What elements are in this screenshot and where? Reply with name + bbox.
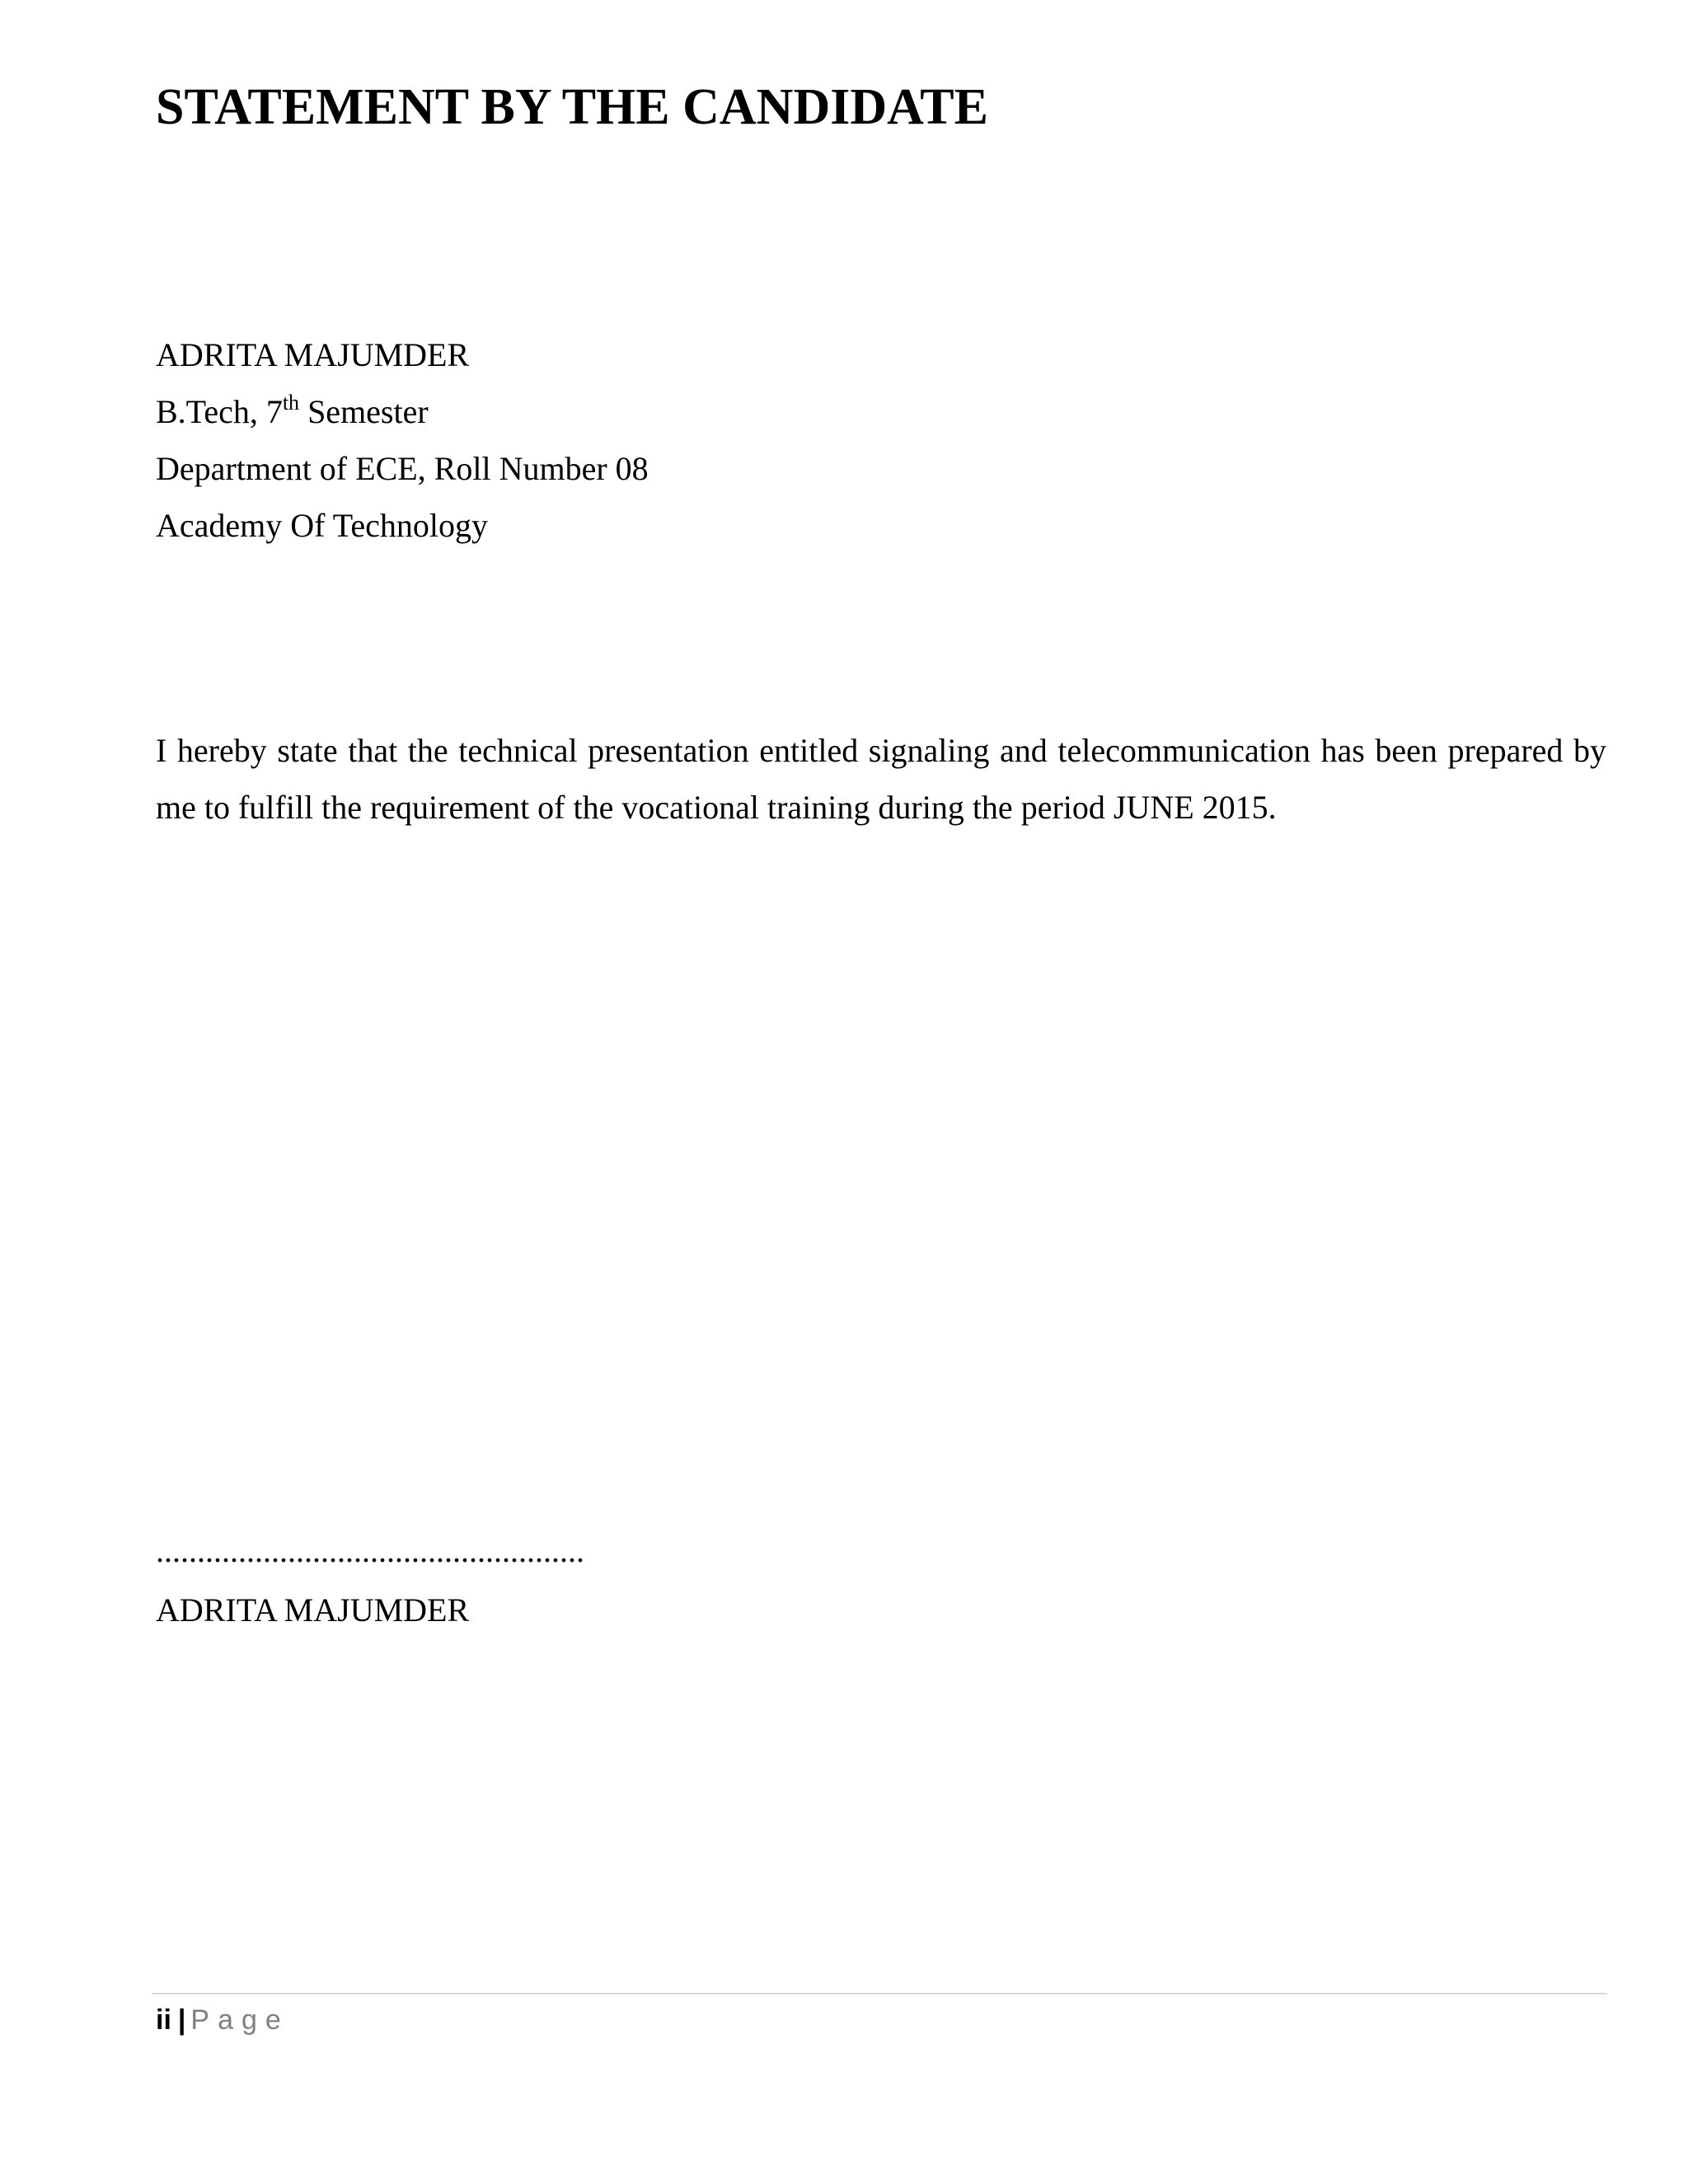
statement-paragraph: I hereby state that the technical presentation entitled signaling and telecommunication has been prepared by me to fulfill the requirement of the vocational training during the period JUNE 2015. [156, 732, 1606, 826]
footer-separator: | [177, 2004, 186, 2036]
footer-divider [152, 1993, 1607, 1994]
footer-page-label: Page [190, 2004, 289, 2036]
candidate-info [156, 326, 649, 554]
candidate-institution: Academy Of Technology [156, 507, 489, 544]
candidate-course [156, 383, 649, 440]
footer-page-number: ii [156, 2004, 171, 2036]
course-suffix: Semester [299, 393, 429, 430]
course-prefix: B.Tech, 7 [156, 393, 283, 430]
candidate-department: Department of ECE, Roll Number 08 [156, 450, 649, 487]
page-title: STATEMENT BY THE CANDIDATE [156, 79, 989, 135]
signature-name: ADRITA MAJUMDER [156, 1591, 470, 1629]
page-footer [156, 1999, 289, 2041]
signature-dotted-line: .................................................... [156, 1532, 584, 1569]
candidate-name: ADRITA MAJUMDER [156, 336, 470, 373]
course-ordinal-suffix: th [282, 390, 300, 415]
